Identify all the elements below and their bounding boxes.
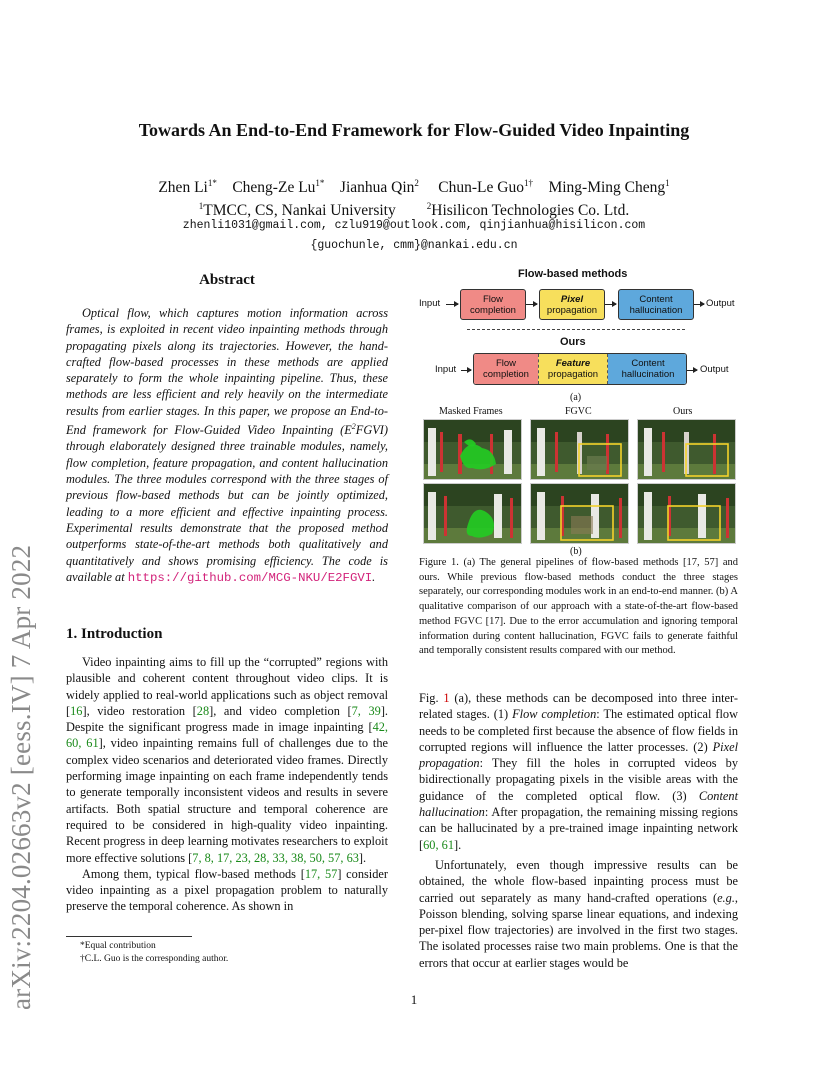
- figure-caption: Figure 1. (a) The general pipelines of flow-based methods [17, 57] and ours. While previous flow-based methods conduct the three stages separately, our corresponding modules work in an end-to-end manner. (b) A qualitative comparison of our approach with a state-of-the-art flow-based method FGVC [17]. Due to the error accumulation and ignoring temporal information during content hallucination, FGVC fails to generate faithful and temporally consistent results compared with our method.: [419, 557, 738, 657]
- arrow-icon: [605, 304, 616, 305]
- box-line: propagation: [547, 369, 599, 380]
- intro-text: ] consider video inpainting as a pixel propagation problem to naturally preserve the temporal coherence. As shown in: [66, 866, 389, 914]
- output-label: Output: [700, 364, 729, 375]
- author-block: [0, 174, 828, 220]
- frame-fgvc-2: [530, 483, 629, 544]
- intro-text: Video inpainting aims to fill up the “corrupted” regions with plausible and coherent content throughout video clips. It is widely applied to real-world applications such as object removal [: [66, 655, 388, 718]
- input-label: Input: [419, 298, 441, 309]
- box-line: completion: [470, 304, 516, 316]
- citation-link[interactable]: 42, 60, 61: [66, 720, 388, 751]
- body-text: (a), these methods can be decomposed into three inter-related stages. (1): [419, 691, 738, 722]
- affiliation-name: TMCC, CS, Nankai University: [203, 202, 396, 220]
- email-line[interactable]: zhenli1031@gmail.com, czlu919@outlook.com, qinjianhua@hisilicon.com: [182, 219, 646, 232]
- citation-link[interactable]: 7, 8, 17, 23, 28, 33, 38, 50, 57, 63: [192, 850, 359, 865]
- citation-link[interactable]: 17, 57: [304, 866, 338, 881]
- figure-frames: [415, 406, 745, 561]
- box-line: propagation: [546, 304, 598, 316]
- affiliation-mark: 1: [198, 201, 204, 212]
- author-name: Cheng-Ze Lu: [232, 179, 316, 197]
- frame-masked-2: [423, 483, 522, 544]
- frame-image: [531, 484, 629, 544]
- author-name: Jianhua Qin: [339, 179, 415, 197]
- frame-image: [531, 420, 629, 480]
- figure-ref-link[interactable]: 1: [443, 691, 450, 705]
- abstract-superscript: 2: [351, 422, 356, 432]
- ours-pipeline-box: [473, 353, 687, 385]
- box-line: Flow: [482, 293, 504, 305]
- output-label: Output: [706, 298, 735, 309]
- author-mark: 1*: [207, 178, 217, 188]
- abstract-heading: Abstract: [199, 272, 255, 288]
- body-text: , Poisson blending, solving sparse linear equations, and indexing per-pixel flow trajectories) are involved in the first two stages. The isolated processes raise two main problems. One is that the errors that occur at earlier stages would be: [419, 890, 738, 970]
- input-label: Input: [435, 364, 457, 375]
- body-text: Unfortunately, even though impressive results can be obtained, the whole flow-based inpainting process must be carried out separately as many hand-crafted operations (: [419, 857, 738, 905]
- column-label-fgvc: FGVC: [565, 406, 592, 417]
- frame-ours-1: [637, 419, 736, 480]
- frame-ours-2: [637, 483, 736, 544]
- body-emphasis: Content hallucination: [419, 788, 738, 820]
- intro-body: [66, 654, 388, 915]
- label-a: (a): [570, 392, 582, 403]
- frame-image: [424, 484, 522, 544]
- arxiv-identifier: arXiv:2204.02663v2 [eess.IV] 7 Apr 2022: [6, 544, 36, 1010]
- citation-link[interactable]: 16: [70, 703, 83, 718]
- arrow-icon: [461, 370, 471, 371]
- column-label-ours: Ours: [673, 406, 693, 417]
- body-text: : They fill the holes in corrupted videos by bidirectionally propagating pixels in the visible areas with the guidance of the completed optical flow. (3): [419, 756, 738, 803]
- frame-fgvc-1: [530, 419, 629, 480]
- frame-masked-1: [423, 419, 522, 480]
- dashed-separator: [467, 329, 685, 330]
- content-hallucination-cell: [608, 354, 687, 384]
- intro-heading: 1. Introduction: [66, 626, 163, 642]
- box-line: Content: [639, 293, 673, 305]
- intro-text: ]. Despite the significant progress made in image inpainting [: [66, 703, 389, 735]
- label-b: (b): [570, 546, 582, 557]
- body-emphasis: Flow completion: [512, 707, 597, 722]
- box-line: Pixel: [560, 293, 584, 305]
- column-label-masked: Masked Frames: [439, 406, 503, 417]
- affiliation-mark: 2: [426, 201, 432, 212]
- citation-link[interactable]: 28: [196, 703, 210, 718]
- body-text: : After propagation, the remaining missing regions can be hallucinated by a pre-trained image inpainting network [: [419, 805, 738, 852]
- author-mark: 1†: [523, 178, 533, 188]
- body-text: : The estimated optical flow needs to be completed first because the absence of flow fields in corrupted regions will influence the latter processes. (2): [419, 707, 739, 754]
- footnote-rule: [66, 936, 192, 937]
- author-mark: 1*: [315, 178, 325, 188]
- arrow-icon: [446, 304, 458, 305]
- flow-completion-cell: [474, 354, 538, 384]
- body-emphasis: e.g.: [717, 890, 735, 905]
- arrow-icon: [694, 304, 704, 305]
- abstract-text: Optical flow, which captures motion information across frames, is exploited in recent video inpainting methods through propagating pixels along its trajectories. However, the hand-crafted flow-based processes in these methods are applied separately to form the whole inpainting pipeline. Thus, these methods are less efficient and rely heavily on the intermediate results from earlier stages. In this paper, we propose an End-to-End framework for Flow-Guided Video Inpainting (E: [66, 306, 388, 438]
- pixel-propagation-box: [539, 289, 605, 320]
- citation-link[interactable]: 7, 39: [351, 703, 381, 718]
- intro-text: ], and video completion [: [209, 703, 352, 718]
- box-line: hallucination: [621, 369, 675, 380]
- box-line: hallucination: [629, 304, 683, 316]
- box-line: completion: [483, 369, 529, 380]
- footnote-equal: *Equal contribution: [80, 941, 156, 951]
- email-line[interactable]: {guochunle, cmm}@nankai.edu.cn: [310, 239, 518, 252]
- box-line: Feature: [555, 358, 591, 369]
- box-line: Flow: [495, 358, 517, 369]
- page-number: 1: [410, 992, 418, 1007]
- author-name: Ming-Ming Cheng: [548, 179, 666, 197]
- ours-title: Ours: [560, 336, 586, 348]
- footnote-corresponding: †C.L. Guo is the corresponding author.: [80, 954, 229, 964]
- paper-title: Towards An End-to-End Framework for Flow-Guided Video Inpainting: [138, 120, 690, 140]
- frame-image: [638, 420, 736, 480]
- author-mark: 2: [414, 178, 419, 188]
- feature-propagation-cell: [538, 354, 608, 384]
- abstract-text: .: [372, 569, 376, 584]
- author-emails: [0, 216, 828, 256]
- box-line: Content: [631, 358, 665, 369]
- content-hallucination-box: [618, 289, 694, 320]
- abstract-body: [66, 305, 388, 586]
- code-link[interactable]: https://github.com/MCG-NKU/E2FGVI: [127, 570, 373, 585]
- author-mark: 1: [665, 178, 670, 188]
- body-text: ].: [453, 837, 462, 852]
- intro-text: Among them, typical flow-based methods [: [82, 866, 305, 881]
- body-text: Fig.: [419, 691, 444, 705]
- intro-text: ].: [358, 850, 367, 865]
- intro-text: ], video inpainting remains full of challenges due to the complex video scenarios and deteriorated video frames. Directly performing image inpainting on each frame independently tends to generate temporally inconsistent videos and results in severe artifacts. Both spatial structure and temporal coherence are required to be considered in high-quality video inpainting. Recent progress in deep learning motivates researchers to exploit more effective solutions [: [66, 736, 389, 865]
- right-column-body: [419, 690, 738, 971]
- flow-based-title: Flow-based methods: [518, 268, 628, 280]
- citation-link[interactable]: 60, 61: [423, 837, 454, 852]
- author-name: Chun-Le Guo: [438, 179, 524, 197]
- flow-completion-box: [460, 289, 526, 320]
- frame-image: [424, 420, 522, 480]
- author-name: Zhen Li: [158, 179, 208, 197]
- body-emphasis: Pixel propagation: [419, 739, 738, 771]
- arrow-icon: [526, 304, 537, 305]
- affiliation-name: Hisilicon Technologies Co. Ltd.: [431, 202, 630, 220]
- abstract-text: FGVI) through elaborately designed three trainable modules, namely, flow completion, feature propagation, and content hallucination modules. The three modules correspond with the three stages of previous flow-based methods but can be jointly optimized, leading to a more efficient and effective inpainting process. Experimental results demonstrate that the proposed method outperforms state-of-the-art methods both qualitatively and quantitatively and shows promising efficiency. The code is available at: [66, 423, 388, 584]
- author-names: [0, 174, 828, 197]
- figure-diagram: [415, 265, 745, 405]
- frame-image: [638, 484, 736, 544]
- intro-text: ], video restoration [: [82, 703, 197, 718]
- arrow-icon: [687, 370, 697, 371]
